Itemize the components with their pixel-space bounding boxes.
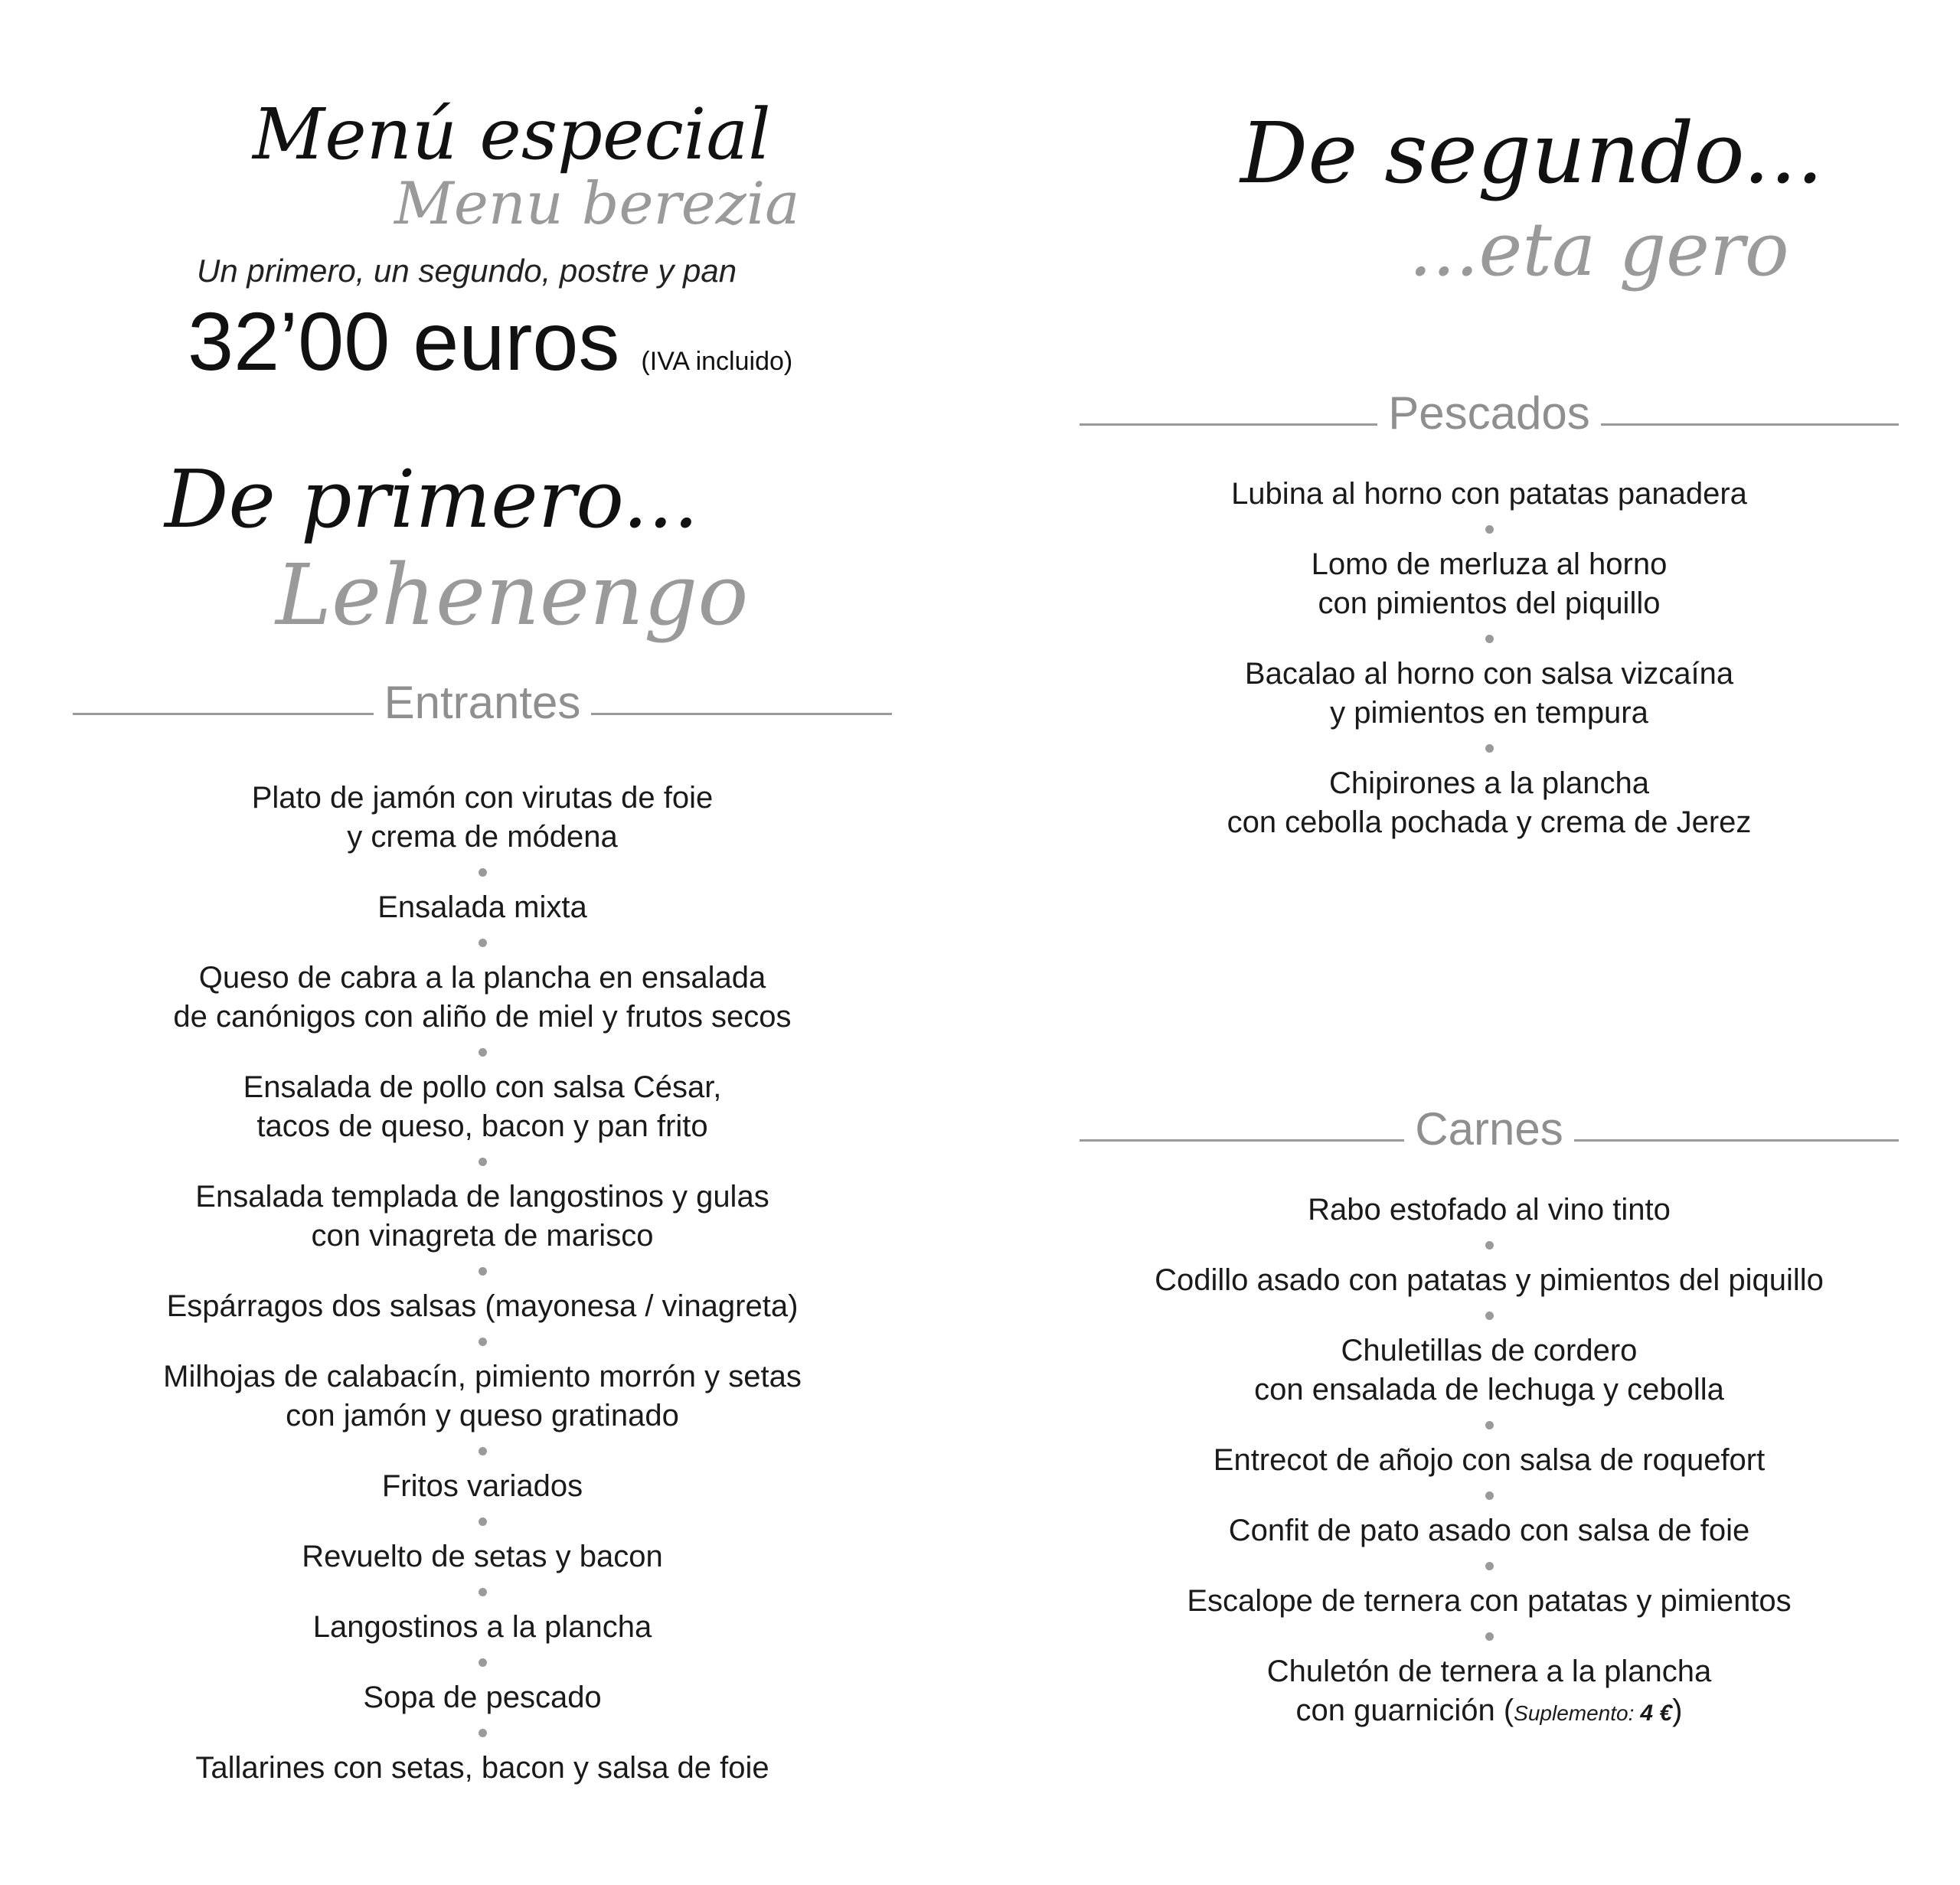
menu-item-line: Plato de jamón con virutas de foie	[251, 781, 714, 815]
section-title: Carnes	[1415, 1103, 1563, 1155]
divider	[1080, 1139, 1404, 1142]
bullet-dot	[479, 868, 487, 877]
menu-item-line: Ensalada templada de langostinos y gulas	[195, 1180, 769, 1214]
menu-item-line: Milhojas de calabacín, pimiento morrón y setas	[163, 1360, 802, 1393]
section-title: Entrantes	[384, 677, 581, 728]
menu-item-line: y pimientos en tempura	[1330, 696, 1648, 730]
menu-item-line: Codillo asado con patatas y pimientos del piquillo	[1155, 1263, 1824, 1297]
pescados-header	[1080, 387, 1899, 439]
entrantes-header	[73, 677, 892, 728]
menu-item-line: Queso de cabra a la plancha en ensalada	[198, 961, 766, 995]
bullet-dot	[1485, 744, 1494, 753]
menu-item	[1267, 1652, 1711, 1733]
bullet-dot	[479, 1338, 487, 1346]
bullet-dot	[1485, 635, 1494, 643]
entrantes-list	[73, 779, 892, 1788]
bullet-dot	[479, 1158, 487, 1166]
menu-item	[167, 1287, 799, 1326]
menu-item-line: Langostinos a la plancha	[312, 1610, 652, 1644]
bullet-dot	[479, 1517, 487, 1526]
menu-item-line: con vinagreta de marisco	[311, 1219, 654, 1253]
menu-item	[173, 959, 791, 1037]
menu-item-line: Confit de pato asado con salsa de foie	[1228, 1514, 1750, 1547]
menu-item-line: Chuletillas de cordero	[1341, 1334, 1638, 1367]
divider	[1574, 1139, 1899, 1142]
menu-item-line: con jamón y queso gratinado	[286, 1399, 679, 1433]
menu-item	[1214, 1441, 1765, 1480]
first-course-title: De primero...	[165, 452, 699, 546]
menu-item-line: Rabo estofado al vino tinto	[1308, 1193, 1671, 1227]
menu-item-line: Bacalao al horno con salsa vizcaína	[1244, 657, 1734, 691]
menu-item-line: Ensalada de pollo con salsa César,	[243, 1070, 722, 1104]
bullet-dot	[479, 1658, 487, 1667]
menu-item-line: de canónigos con aliño de miel y frutos secos	[173, 1000, 792, 1034]
bullet-dot	[479, 1048, 487, 1057]
section-title: Pescados	[1388, 387, 1590, 439]
divider	[1080, 423, 1377, 426]
bullet-dot	[1485, 525, 1494, 534]
bullet-dot	[479, 939, 487, 947]
menu-item	[382, 1467, 583, 1506]
first-course-subtitle: Lehenengo	[276, 546, 749, 644]
supplement-suffix: )	[1672, 1694, 1683, 1727]
menu-item-line: tacos de queso, bacon y pan frito	[256, 1109, 708, 1143]
menu-item-line: Lomo de merluza al horno	[1311, 547, 1668, 581]
carnes-header	[1080, 1103, 1899, 1155]
special-menu-price: 32’00 euros	[188, 295, 620, 387]
menu-item-line: con ensalada de lechuga y cebolla	[1254, 1373, 1724, 1406]
bullet-dot	[479, 1267, 487, 1276]
supplement-prefix: con guarnición (	[1295, 1694, 1514, 1727]
menu-item-line: y crema de módena	[347, 820, 618, 854]
menu-item	[1155, 1261, 1824, 1300]
menu-item	[195, 1178, 769, 1256]
second-course-subtitle: ...eta gero	[1409, 207, 1789, 292]
menu-item	[1308, 1191, 1671, 1230]
bullet-dot	[1485, 1421, 1494, 1429]
menu-item-line	[1267, 1691, 1711, 1733]
menu-item-line: Lubina al horno con patatas panadera	[1231, 477, 1747, 511]
menu-item-line: Chipirones a la plancha	[1328, 766, 1650, 800]
divider	[73, 713, 374, 715]
bullet-dot	[479, 1447, 487, 1455]
menu-item-line: Espárragos dos salsas (mayonesa / vinagreta)	[166, 1289, 799, 1323]
menu-item	[252, 779, 714, 857]
special-menu-price-row	[188, 295, 793, 387]
menu-item-line: Revuelto de setas y bacon	[302, 1540, 663, 1573]
menu-item	[1229, 1511, 1749, 1550]
menu-item-line: Sopa de pescado	[363, 1681, 602, 1714]
menu-item-line: Escalope de ternera con patatas y pimientos	[1187, 1584, 1792, 1618]
menu-item-line: Ensalada mixta	[377, 890, 587, 924]
menu-item-line: con cebolla pochada y crema de Jerez	[1227, 805, 1752, 839]
bullet-dot	[1485, 1632, 1494, 1641]
supplement-label: Suplemento:	[1514, 1701, 1635, 1725]
menu-item-line: Fritos variados	[381, 1469, 583, 1503]
menu-item	[243, 1068, 722, 1146]
pescados-list	[1080, 475, 1899, 842]
bullet-dot	[479, 1588, 487, 1596]
divider	[591, 713, 892, 715]
menu-item	[163, 1357, 802, 1436]
bullet-dot	[1485, 1241, 1494, 1250]
menu-item-line: Chuletón de ternera a la plancha	[1266, 1655, 1712, 1688]
menu-item	[377, 888, 586, 927]
menu-item-line: Entrecot de añojo con salsa de roquefort	[1213, 1443, 1766, 1477]
special-menu-description: Un primero, un segundo, postre y pan	[197, 253, 737, 289]
carnes-list	[1080, 1191, 1899, 1733]
menu-item	[363, 1678, 601, 1717]
menu-item	[1245, 655, 1733, 733]
special-menu-subtitle: Menu berezia	[394, 169, 800, 237]
menu-item	[313, 1608, 652, 1647]
menu-item	[1187, 1582, 1791, 1621]
supplement-value: 4 €	[1640, 1700, 1673, 1726]
special-menu-tax-note: (IVA incluido)	[641, 347, 793, 376]
menu-item	[302, 1537, 662, 1576]
menu-item-line: con pimientos del piquillo	[1318, 586, 1661, 620]
special-menu-title: Menú especial	[253, 93, 771, 175]
menu-item	[195, 1749, 769, 1788]
bullet-dot	[479, 1729, 487, 1737]
menu-item	[1312, 545, 1668, 623]
bullet-dot	[1485, 1312, 1494, 1320]
bullet-dot	[1485, 1491, 1494, 1500]
bullet-dot	[1485, 1562, 1494, 1570]
menu-item-line: Tallarines con setas, bacon y salsa de foie	[195, 1751, 769, 1785]
second-course-title: De segundo...	[1240, 104, 1824, 202]
divider	[1601, 423, 1899, 426]
menu-item	[1231, 475, 1747, 514]
menu-item	[1227, 764, 1752, 842]
menu-item	[1254, 1331, 1724, 1410]
